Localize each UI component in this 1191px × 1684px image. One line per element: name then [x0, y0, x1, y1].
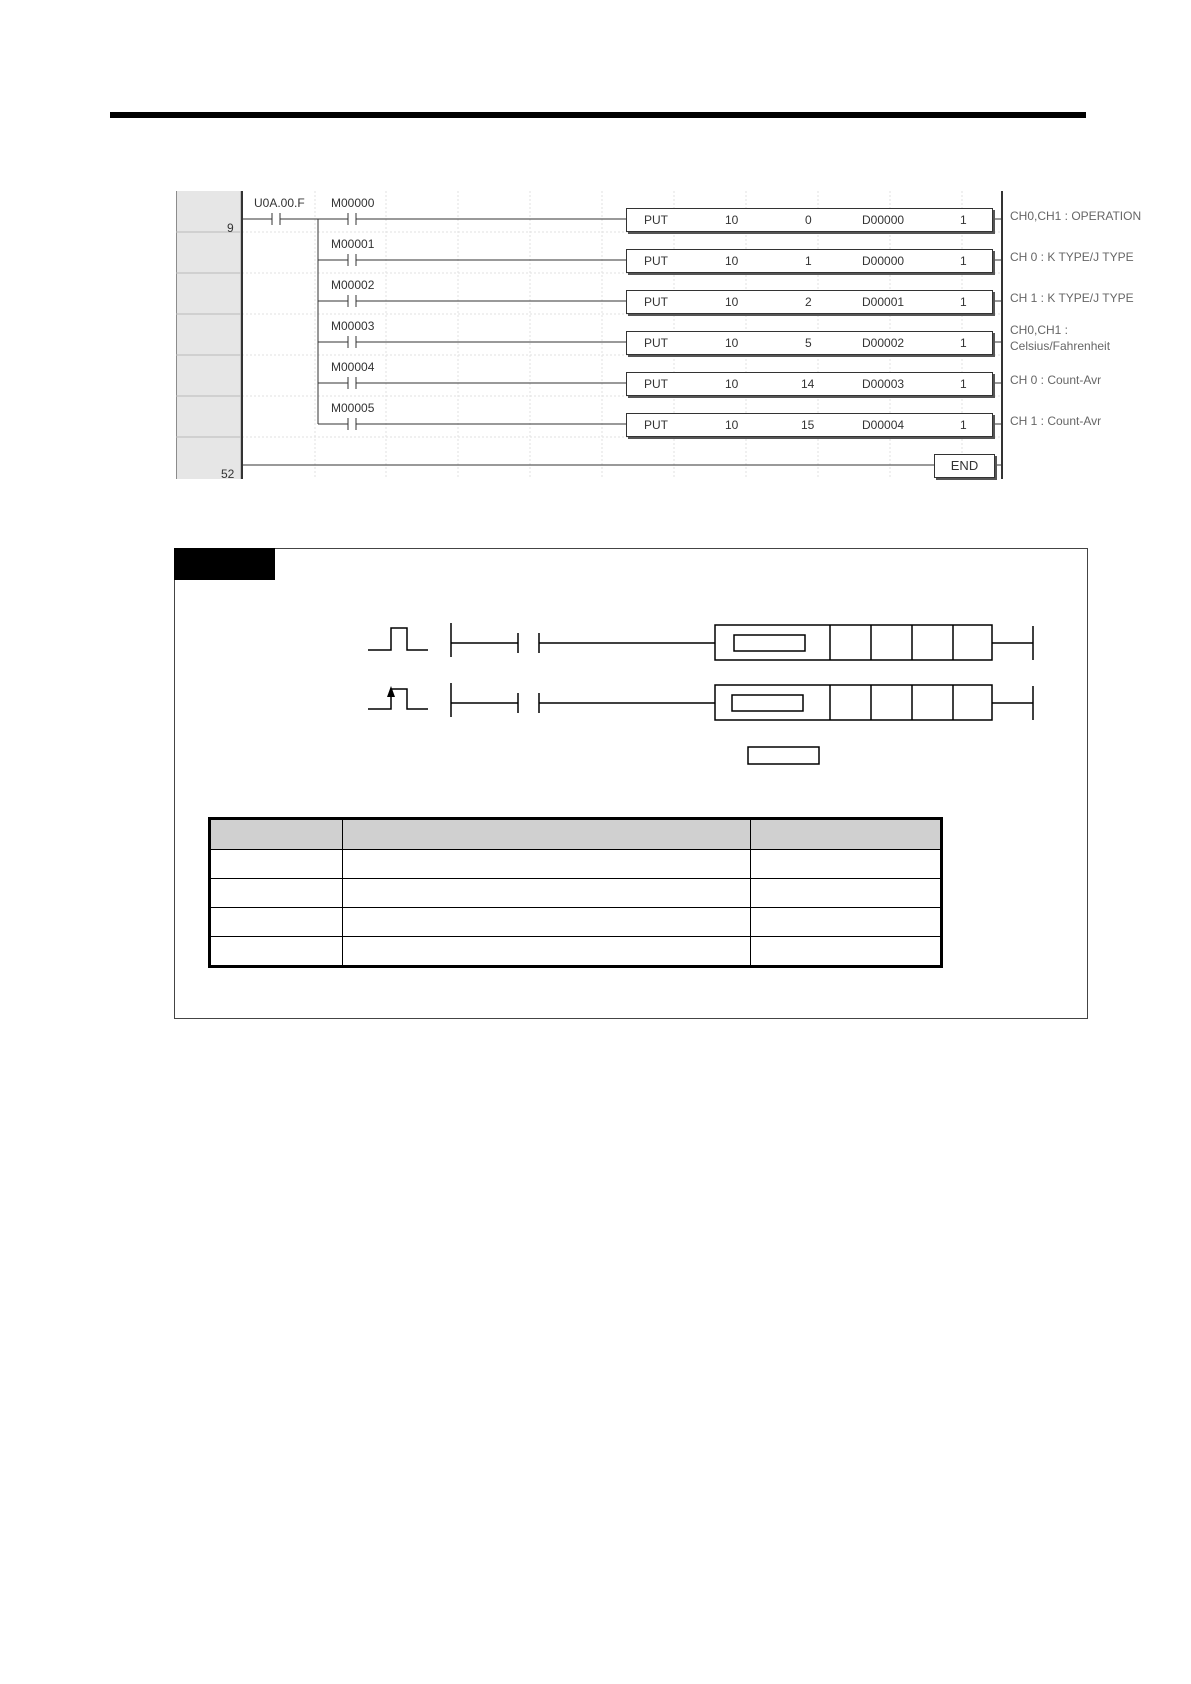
put-instruction-box [626, 290, 993, 314]
instr-name: PUT [644, 254, 668, 268]
rung-comment: CH0,CH1 : OPERATION [1010, 209, 1142, 223]
instr-slot: 10 [725, 377, 739, 391]
instr-slot: 10 [725, 336, 739, 350]
instr-slot: 10 [725, 254, 739, 268]
instr-name: PUT [644, 295, 668, 309]
rung-comment: CH 0 : Count-Avr [1010, 373, 1102, 387]
put-instruction-box [626, 372, 993, 396]
table-cell [210, 937, 343, 967]
table-header-cell [343, 819, 751, 850]
table-row [210, 879, 942, 908]
contact-label: M00001 [331, 237, 375, 251]
instr-slot: 10 [725, 213, 739, 227]
instr-n: 1 [960, 418, 967, 432]
table-row [210, 850, 942, 879]
instr-name: PUT [644, 418, 668, 432]
instr-addr: 2 [805, 295, 812, 309]
contact-label: U0A.00.F [254, 196, 305, 210]
table-cell [210, 908, 343, 937]
contact-label: M00000 [331, 196, 375, 210]
instr-name: PUT [644, 377, 668, 391]
table-cell [751, 937, 942, 967]
contact-label: M00004 [331, 360, 375, 374]
instr-addr: 14 [801, 377, 815, 391]
instr-src: D00000 [862, 213, 905, 227]
instr-src: D00003 [862, 377, 905, 391]
instr-n: 1 [960, 213, 967, 227]
row-number: 52 [221, 467, 235, 481]
table-cell [751, 879, 942, 908]
instr-src: D00001 [862, 295, 905, 309]
instr-name: PUT [644, 336, 668, 350]
instr-n: 1 [960, 254, 967, 268]
instr-addr: 1 [805, 254, 812, 268]
instr-slot: 10 [725, 295, 739, 309]
contact-label: M00003 [331, 319, 375, 333]
instr-addr: 15 [801, 418, 815, 432]
table-cell [343, 879, 751, 908]
instr-slot: 10 [725, 418, 739, 432]
rung-comment: CH 0 : K TYPE/J TYPE [1010, 250, 1134, 264]
rung-comment: CH 1 : Count-Avr [1010, 414, 1102, 428]
ladder-program-screenshot [176, 191, 1159, 479]
put-instruction-box [626, 208, 993, 232]
instr-addr: 5 [805, 336, 812, 350]
frame-title-tab [174, 548, 275, 580]
rung-comment: Celsius/Fahrenheit [1010, 339, 1111, 353]
contact-label: M00002 [331, 278, 375, 292]
row-number: 9 [227, 221, 234, 235]
table-cell [751, 850, 942, 879]
table-header-cell [210, 819, 343, 850]
table-cell [210, 879, 343, 908]
instr-n: 1 [960, 295, 967, 309]
instr-src: D00000 [862, 254, 905, 268]
put-instruction-box [626, 331, 993, 355]
put-instruction-box [626, 249, 993, 273]
table-header-row [210, 819, 942, 850]
table-row [210, 908, 942, 937]
contact-label: M00005 [331, 401, 375, 415]
table-cell [751, 908, 942, 937]
table-header-cell [751, 819, 942, 850]
instr-addr: 0 [805, 213, 812, 227]
operand-table [208, 817, 943, 968]
instr-n: 1 [960, 336, 967, 350]
table-cell [343, 908, 751, 937]
table-cell [343, 850, 751, 879]
instr-src: D00002 [862, 336, 905, 350]
instr-src: D00004 [862, 418, 905, 432]
table-cell [343, 937, 751, 967]
put-instruction-box [626, 413, 993, 437]
instr-name: PUT [644, 213, 668, 227]
table-cell [210, 850, 343, 879]
rung-comment: CH 1 : K TYPE/J TYPE [1010, 291, 1134, 305]
instr-n: 1 [960, 377, 967, 391]
end-instruction-box: END [934, 454, 995, 478]
table-row [210, 937, 942, 967]
rung-comment: CH0,CH1 : [1010, 323, 1069, 337]
header-rule [110, 112, 1086, 118]
